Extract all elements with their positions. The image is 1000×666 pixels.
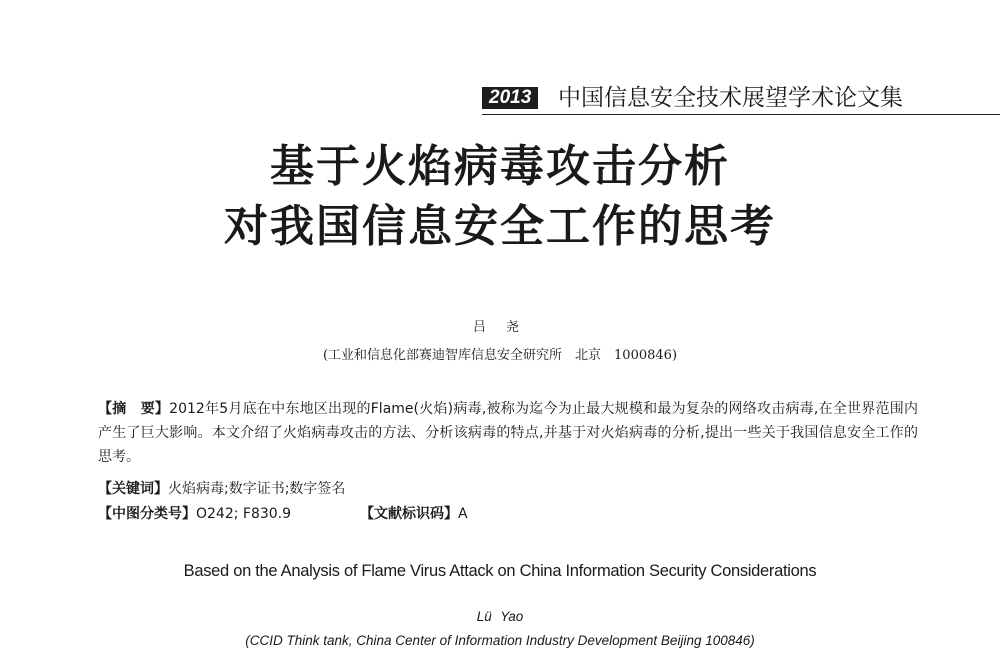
title-line-1: 基于火焰病毒攻击分析 <box>270 141 730 192</box>
abstract <box>98 397 918 469</box>
classification <box>98 503 291 525</box>
affiliation-cn: (工业和信息化部赛迪智库信息安全研究所 北京 1000846) <box>322 348 678 363</box>
document-code-text: A <box>458 506 468 522</box>
keywords-label: 【关键词】 <box>98 481 168 497</box>
document-code-label: 【文献标识码】 <box>360 506 458 522</box>
abstract-text: 2012年5月底在中东地区出现的Flame(火焰)病毒,被称为迄今为止最大规模和最为复杂的网络攻击病毒,在全世界范围内产生了巨大影响。本文介绍了火焰病毒攻击的方法、分析该病毒的特点,并基于对火焰病毒的分析,提出一些关于我国信息安全工作的思考。 <box>98 401 918 465</box>
year-badge: 2013 <box>482 87 538 109</box>
paper-title <box>0 137 1000 257</box>
journal-header <box>482 84 1000 115</box>
title-line-2: 对我国信息安全工作的思考 <box>224 201 776 252</box>
series-title: 中国信息安全技术展望学术论文集 <box>558 85 903 111</box>
classification-text: O242; F830.9 <box>196 506 292 522</box>
document-code <box>360 503 468 525</box>
english-author: Lü Yao <box>476 609 524 624</box>
classification-label: 【中图分类号】 <box>98 506 196 522</box>
english-title: Based on the Analysis of Flame Virus Attack on China Information Security Considerations <box>183 562 817 580</box>
english-affiliation: (CCID Think tank, China Center of Information Industry Development Beijing 100846) <box>245 633 755 648</box>
abstract-label: 【摘 要】 <box>98 401 170 417</box>
keywords-text: 火焰病毒;数字证书;数字签名 <box>168 481 346 497</box>
author-name-cn: 吕 尧 <box>472 320 528 335</box>
keywords <box>98 478 345 500</box>
